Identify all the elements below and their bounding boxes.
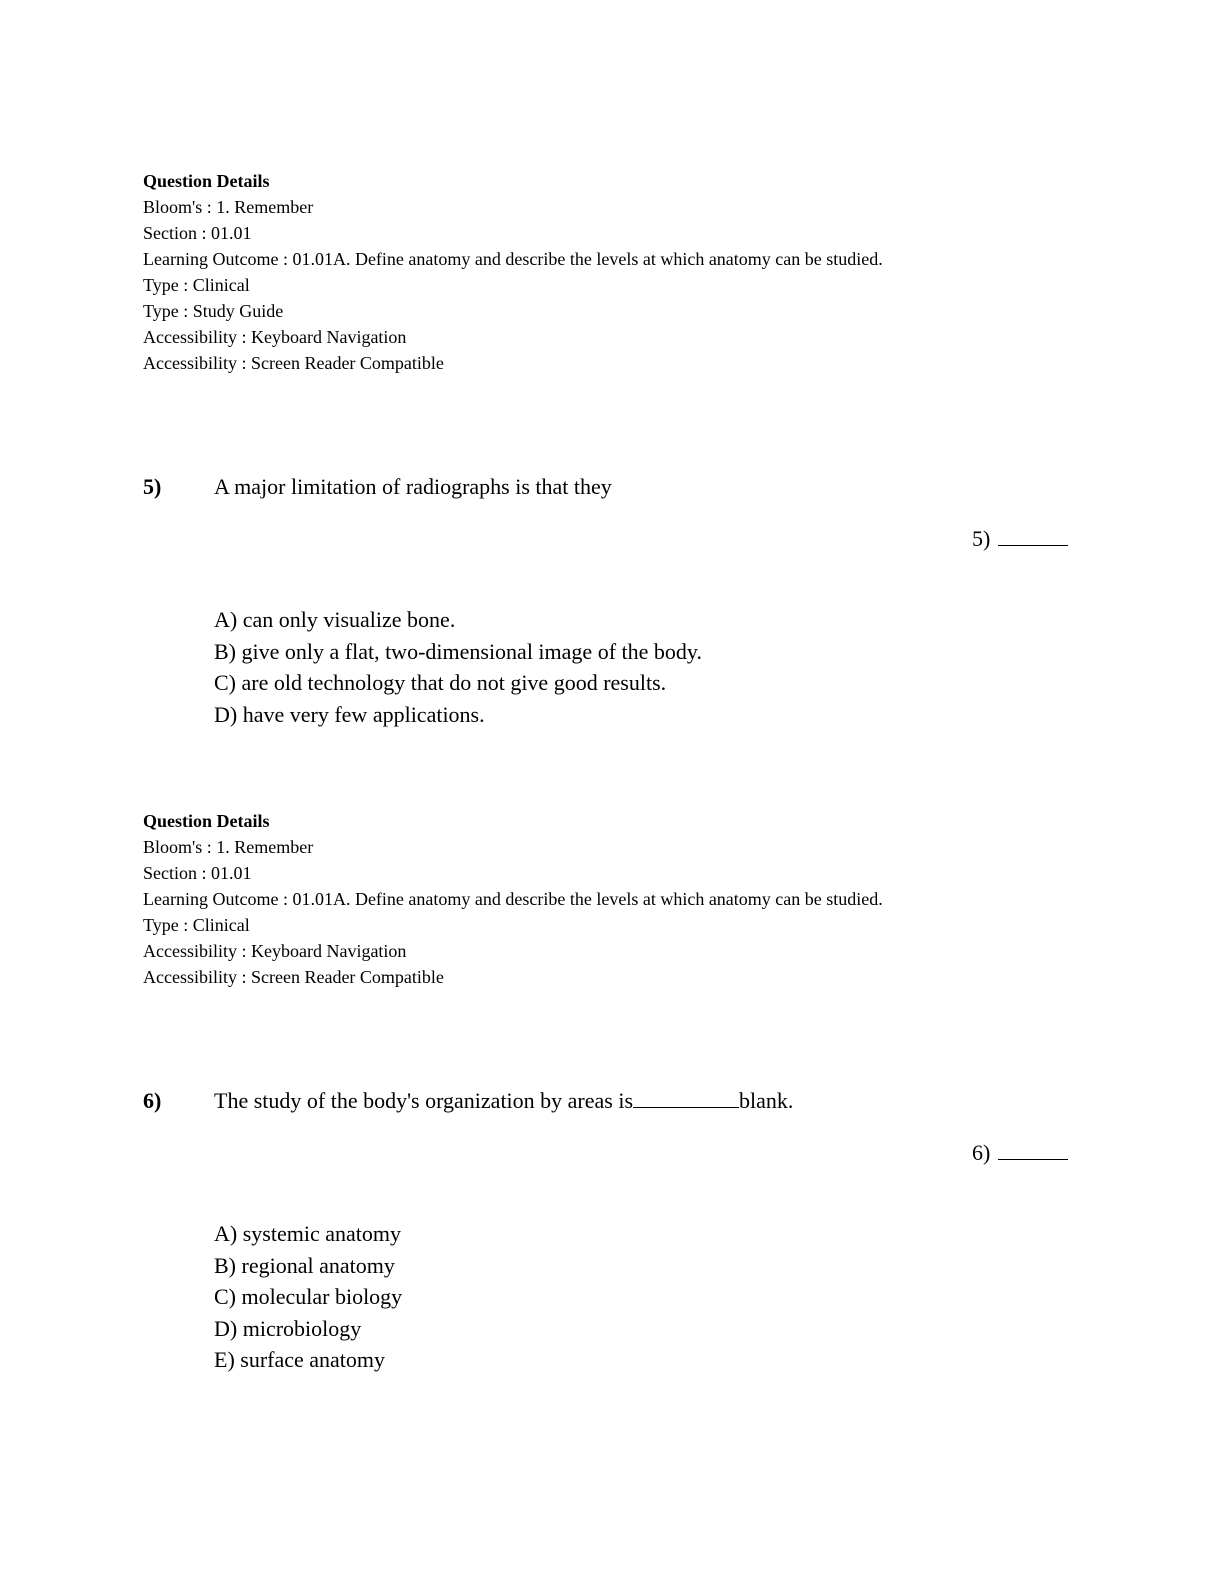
question-number: 6): [143, 1088, 162, 1113]
question-details-2: [143, 808, 883, 990]
choice-e[interactable]: E) surface anatomy: [214, 1347, 386, 1372]
answer-blank[interactable]: [972, 526, 1068, 552]
details-line: Section : 01.01: [143, 223, 252, 243]
choice-c[interactable]: C) are old technology that do not give good results.: [214, 670, 667, 695]
choice-a[interactable]: A) can only visualize bone.: [214, 607, 456, 632]
details-line: Bloom's : 1. Remember: [143, 837, 314, 857]
details-line: Type : Study Guide: [143, 301, 284, 321]
question-text-before: The study of the body's organization by areas is: [214, 1088, 634, 1113]
details-line: Accessibility : Keyboard Navigation: [143, 941, 407, 961]
details-line: Section : 01.01: [143, 863, 252, 883]
question-text: A major limitation of radiographs is that they: [214, 474, 612, 499]
question-text-after: blank.: [739, 1088, 794, 1113]
answer-label: 5): [972, 526, 991, 551]
choice-b[interactable]: B) regional anatomy: [214, 1252, 395, 1278]
details-heading: Question Details: [143, 811, 270, 831]
fill-in-blank-line: [633, 1089, 739, 1108]
details-line: Accessibility : Keyboard Navigation: [143, 327, 407, 347]
answer-label: 6): [972, 1140, 991, 1165]
choice-c[interactable]: C) molecular biology: [214, 1284, 403, 1309]
choice-d[interactable]: D) have very few applications.: [214, 701, 485, 727]
details-line: Accessibility : Screen Reader Compatible: [143, 353, 444, 373]
details-heading: Question Details: [143, 171, 270, 191]
answer-blank[interactable]: [972, 1140, 1068, 1166]
details-line: Bloom's : 1. Remember: [143, 197, 314, 217]
details-line: Accessibility : Screen Reader Compatible: [143, 967, 444, 987]
choice-a[interactable]: A) systemic anatomy: [214, 1221, 401, 1246]
details-line: Type : Clinical: [143, 275, 250, 295]
question-details-1: [143, 168, 883, 376]
answer-line: [998, 1141, 1068, 1160]
choice-list: [214, 604, 702, 730]
choice-b[interactable]: B) give only a flat, two-dimensional image of the body.: [214, 638, 702, 664]
question-text: [214, 1088, 793, 1114]
details-line: Learning Outcome : 01.01A. Define anatomy and describe the levels at which anatomy can be studied.: [143, 889, 883, 909]
details-line: Learning Outcome : 01.01A. Define anatomy and describe the levels at which anatomy can be studied.: [143, 249, 883, 269]
answer-line: [998, 527, 1068, 546]
details-line: Type : Clinical: [143, 915, 250, 935]
choice-list: [214, 1218, 402, 1376]
question-number: 5): [143, 474, 162, 499]
choice-d[interactable]: D) microbiology: [214, 1315, 362, 1341]
